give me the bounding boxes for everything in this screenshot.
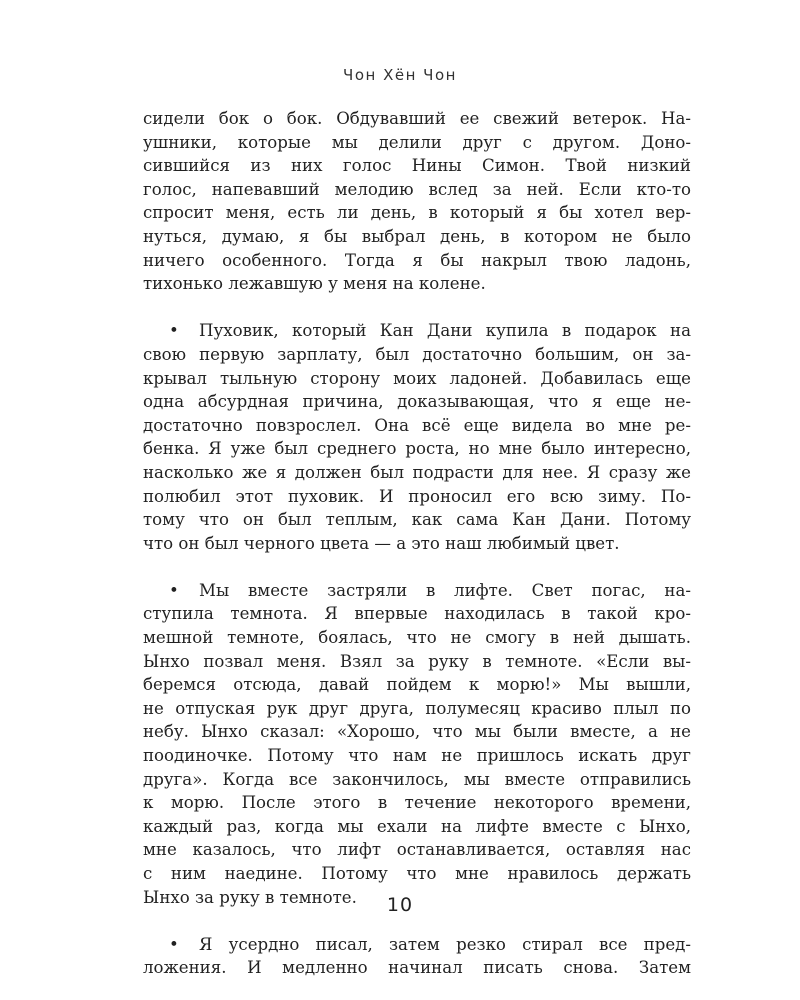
text-line bbox=[143, 933, 691, 957]
text-line: мне казалось, что лифт останавливается, оставляя нас bbox=[143, 840, 691, 860]
paragraph-gap bbox=[143, 555, 691, 579]
text-line: не отпуская рук друг друга, полумесяц красиво плыл по bbox=[143, 698, 691, 718]
text-line: с ним наедине. Потому что мне нравилось держать bbox=[143, 864, 691, 883]
text-line: ничего особенного. Тогда я бы накрыл твою ладонь, bbox=[143, 250, 691, 270]
bullet-icon: • bbox=[169, 934, 179, 954]
bullet-icon: • bbox=[169, 580, 179, 600]
text-line: достаточно повзрослел. Она всё еще видела во мне ре- bbox=[143, 415, 691, 435]
text-line: голос, напевавший мелодию вслед за ней. Если кто-то bbox=[143, 179, 691, 199]
running-header: Чон Хён Чон bbox=[343, 66, 457, 84]
bullet-paragraph bbox=[143, 319, 691, 555]
bullet-icon: • bbox=[169, 321, 179, 341]
text-line: каждый раз, когда мы ехали на лифте вместе с Ынхо, bbox=[143, 816, 691, 836]
text-line-content: Мы вместе застряли в лифте. Свет погас, на- bbox=[199, 580, 691, 600]
text-line: нуться, думаю, я бы выбрал день, в котором не было bbox=[143, 226, 691, 246]
text-line bbox=[143, 579, 691, 603]
page-number: 10 bbox=[386, 894, 414, 916]
text-line-content: Пуховик, который Кан Дани купила в подарок на bbox=[199, 321, 691, 341]
paragraph-gap bbox=[143, 296, 691, 320]
text-line: ушники, которые мы делили друг с другом. Доно- bbox=[143, 132, 691, 152]
text-line: поодиночке. Потому что нам не пришлось искать друг bbox=[143, 746, 691, 766]
paragraph-continued bbox=[143, 107, 691, 296]
text-line: сидели бок о бок. Обдувавший ее свежий ветерок. На- bbox=[143, 109, 691, 128]
text-line: крывал тыльную сторону моих ладоней. Добавилась еще bbox=[143, 368, 691, 388]
bullet-paragraph bbox=[143, 579, 691, 909]
text-line: ложения. И медленно начинал писать снова. Затем bbox=[143, 958, 691, 978]
text-line: Ынхо позвал меня. Взял за руку в темноте. «Если вы- bbox=[143, 651, 691, 671]
text-line: спросит меня, есть ли день, в который я бы хотел вер- bbox=[143, 203, 691, 223]
text-line: сившийся из них голос Нины Симон. Твой низкий bbox=[143, 156, 691, 176]
text-line: что он был черного цвета — а это наш любимый цвет. bbox=[143, 533, 620, 553]
text-line: полюбил этот пуховик. И проносил его всю зиму. По- bbox=[143, 486, 691, 506]
text-line: ступила темнота. Я впервые находилась в такой кро- bbox=[143, 604, 691, 624]
text-line-content: Я усердно писал, затем резко стирал все пред- bbox=[199, 934, 691, 954]
text-line: мешной темноте, боялась, что не смогу в ней дышать. bbox=[143, 628, 691, 648]
page-body bbox=[143, 107, 691, 980]
text-line: беремся отсюда, давай пойдем к морю!» Мы вышли, bbox=[143, 675, 691, 695]
text-line: бенка. Я уже был среднего роста, но мне было интересно, bbox=[143, 439, 691, 459]
text-line: свою первую зарплату, был достаточно большим, он за- bbox=[143, 344, 691, 364]
text-line: к морю. После этого в течение некоторого времени, bbox=[143, 793, 691, 813]
text-line: тому что он был теплым, как сама Кан Дани. Потому bbox=[143, 510, 691, 530]
text-line bbox=[143, 319, 691, 343]
text-line: друга». Когда все закончилось, мы вместе отправились bbox=[143, 769, 691, 789]
text-line: Ынхо за руку в темноте. bbox=[143, 887, 357, 907]
text-line: небу. Ынхо сказал: «Хорошо, что мы были вместе, а не bbox=[143, 722, 691, 742]
text-line: одна абсурдная причина, доказывающая, что я еще не- bbox=[143, 392, 691, 412]
text-line: насколько же я должен был подрасти для нее. Я сразу же bbox=[143, 462, 691, 482]
text-line: тихонько лежавшую у меня на колене. bbox=[143, 274, 486, 294]
bullet-paragraph bbox=[143, 933, 691, 980]
